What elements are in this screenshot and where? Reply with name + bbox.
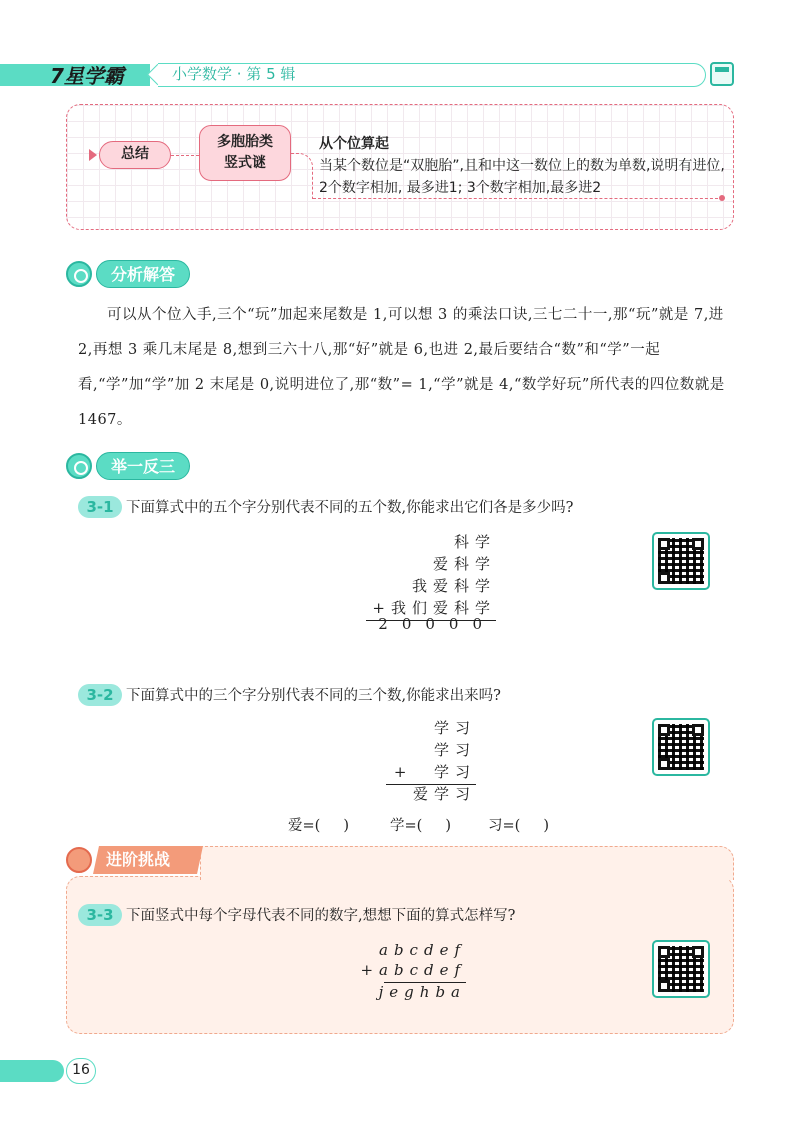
summary-tag: 总结 [99, 141, 171, 169]
question-number: 3-1 [78, 496, 122, 518]
challenge-box-tab [200, 846, 734, 880]
equation-3-1 [340, 530, 496, 640]
equation-row: abcdef [379, 941, 466, 959]
equation-row: 科学 [453, 533, 496, 551]
triangle-icon [89, 149, 97, 161]
question-number: 3-2 [78, 684, 122, 706]
analysis-heading-label: 分析解答 [96, 260, 190, 288]
question-text: 下面算式中的五个字分别代表不同的五个数,你能求出它们各是多少吗? [126, 500, 574, 516]
equation-result: 20000 [378, 615, 496, 633]
question-text: 下面算式中的三个字分别代表不同的三个数,你能求出来吗? [126, 688, 501, 704]
summary-title: 从个位算起 [319, 136, 389, 152]
card-line-1: 多胞胎类 [217, 134, 273, 150]
question-3-3 [78, 904, 515, 927]
footer-accent-bar [0, 1060, 64, 1082]
equation-row: 学习 [433, 741, 476, 759]
header-subtitle: 小学数学 · 第 5 辑 [158, 63, 706, 87]
lightbulb-icon [66, 261, 92, 287]
card-line-2: 竖式谜 [224, 155, 266, 171]
summary-card [199, 125, 291, 181]
equation-3-2 [380, 716, 476, 806]
equation-row: 我爱科学 [411, 577, 496, 595]
question-text: 下面竖式中每个字母代表不同的数字,想想下面的算式怎样写? [126, 908, 516, 924]
answer-blank-ai[interactable]: 爱=( ) [288, 818, 350, 834]
target-icon [66, 847, 92, 873]
equation-row: 学习 [433, 719, 476, 737]
analysis-heading [66, 260, 206, 288]
summary-text: 当某个数位是“双胞胎”,且和中这一数位上的数为单数,说明有进位, 2个数字相加, 最多进1; 3个数字相加,最多进2 [319, 158, 725, 196]
qr-code-icon [652, 940, 710, 998]
connector-line [291, 153, 313, 199]
challenge-heading-label: 进阶挑战 [93, 846, 203, 874]
equation-3-3 [360, 938, 466, 1008]
question-3-2 [78, 684, 501, 707]
equation-result: jeghba [378, 983, 466, 1001]
qr-code-icon [652, 532, 710, 590]
answer-blank-xi[interactable]: 习=( ) [488, 818, 550, 834]
calculator-icon [710, 62, 734, 86]
equation-row: +abcdef [360, 961, 466, 979]
equation-result: 爱学习 [412, 785, 476, 803]
page-header [0, 58, 800, 92]
equation-row: 爱科学 [432, 555, 496, 573]
brand-title: 7星学霸 [50, 64, 124, 88]
challenge-heading [66, 846, 206, 874]
practice-heading-label: 举一反三 [96, 452, 190, 480]
qr-code-icon [652, 718, 710, 776]
question-number: 3-3 [78, 904, 122, 926]
page-number: 16 [66, 1058, 96, 1084]
summary-box [66, 104, 734, 230]
notebook-icon [66, 453, 92, 479]
question-3-1 [78, 496, 573, 519]
equation-row: +我们爱科学 [372, 599, 496, 617]
practice-heading [66, 452, 206, 480]
equation-row: + 学习 [393, 763, 476, 781]
answer-blank-xue[interactable]: 学=( ) [390, 818, 452, 834]
connector-line [171, 155, 199, 156]
analysis-paragraph: 可以从个位入手,三个“玩”加起来尾数是 1,可以想 3 的乘法口诀,三七二十一,那“玩”就是 7,进 2,再想 3 乘几末尾是 8,想到三六十八,那“好”就是 6,也进 2,最后要结合“数”和“学”一起看,“学”加“学”加 2 末尾是 0,说明进位了,那“数”= 1,“学”就是 4,“数学好玩”所代表的四位数就是 1467。 [78, 307, 725, 428]
